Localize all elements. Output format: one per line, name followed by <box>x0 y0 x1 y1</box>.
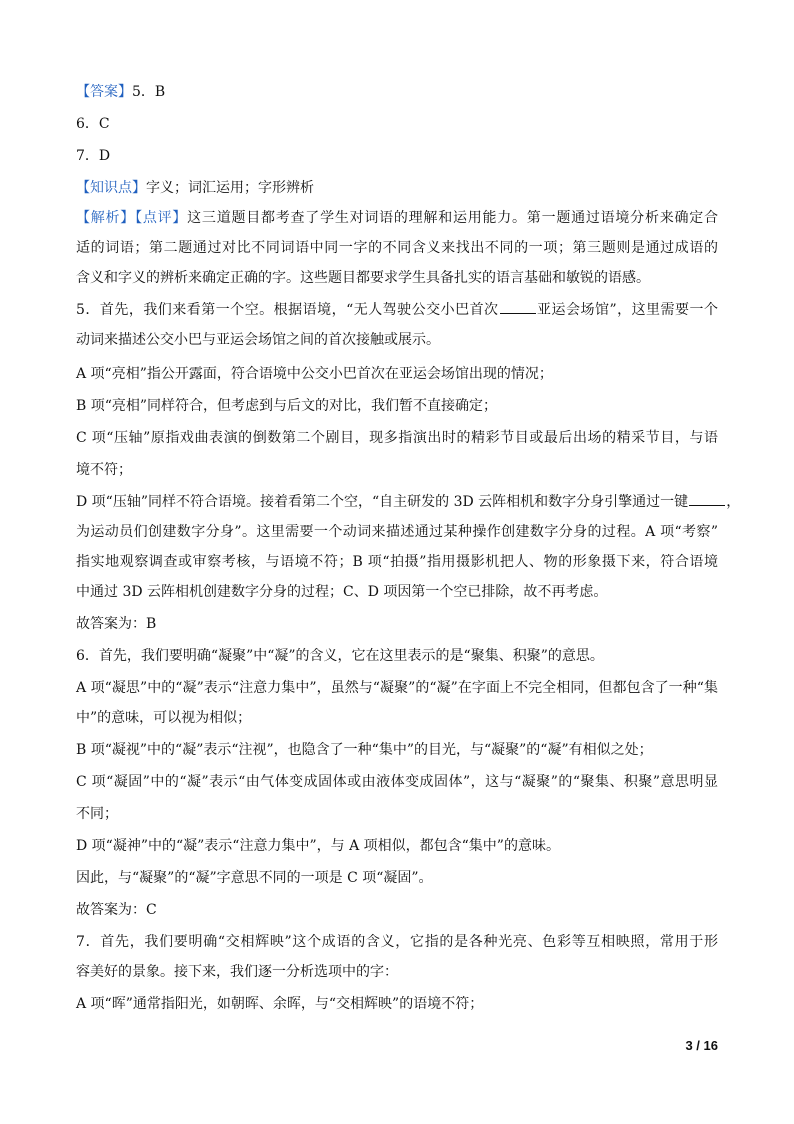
q6-line-8: 因此，与“凝聚”的“凝”字意思不同的一项是 C 项“凝固”。 <box>76 870 433 886</box>
fill-blank <box>500 301 536 314</box>
q6-line-3: 中”的意味，可以视为相似； <box>76 710 252 726</box>
q5-text-7a: D 项“压轴”同样不符合语境。接着看第二个空，“自主研发的 3D 云阵相机和数字分身引擎通过一键 <box>76 494 689 510</box>
answer-7: 7．D <box>76 148 111 164</box>
q6-line-6: 不同； <box>76 806 118 822</box>
answer-6: 6．C <box>76 116 110 132</box>
knowledge-text: 字义；词汇运用；字形辨析 <box>146 180 314 196</box>
q6-line-2: A 项“凝思”中的“凝”表示“注意力集中”，虽然与“凝聚”的“凝”在字面上不完全相同，但都包含了一种“集 <box>76 680 718 696</box>
q5-text-1a: 5．首先，我们来看第一个空。根据语境，“无人驾驶公交小巴首次 <box>76 302 499 318</box>
q5-text-7b: ， <box>726 494 741 510</box>
q5-line-4: B 项“亮相”同样符合，但考虑到与后文的对比，我们暂不直接确定； <box>76 398 498 414</box>
q6-line-7: D 项“凝神”中的“凝”表示“注意力集中”，与 A 项相似，都包含“集中”的意味。 <box>76 838 560 854</box>
analysis-line-2: 适的词语；第二题通过对比不同词语中同一字的不同含义来找出不同的一项；第三题则是通过成语的 <box>76 240 718 256</box>
answer-tag: 【答案】 <box>76 84 132 100</box>
q7-line-3: A 项“晖”通常指阳光，如朝晖、余晖，与“交相辉映”的语境不符； <box>76 996 484 1012</box>
q5-line-6: 境不符； <box>76 462 132 478</box>
answer-line-7 <box>76 146 718 166</box>
q5-text-1b: 亚运会场馆”，这里需要一个 <box>536 302 718 318</box>
answer-line-5 <box>76 82 718 102</box>
analysis-tag: 【解析】 <box>76 210 136 226</box>
q7-line-2: 容美好的景象。接下来，我们逐一分析选项中的字： <box>76 964 398 980</box>
analysis-line-1 <box>76 208 718 228</box>
answer-5: 5．B <box>132 84 166 100</box>
page-number: 3 / 16 <box>685 1038 718 1053</box>
q5-line-3: A 项“亮相”指公开露面，符合语境中公交小巴首次在亚运会场馆出现的情况； <box>76 366 553 382</box>
q5-line-2: 动词来描述公交小巴与亚运会场馆之间的首次接触或展示。 <box>76 332 440 348</box>
analysis-text-1: 这三道题目都考查了学生对词语的理解和运用能力。第一题通过语境分析来确定合 <box>187 210 719 226</box>
q5-line-10: 中通过 3D 云阵相机创建数字分身的过程；C、D 项因第一个空已排除，故不再考虑。 <box>76 584 608 600</box>
q5-line-5: C 项“压轴”原指戏曲表演的倒数第二个剧目，现多指演出时的精彩节目或最后出场的精采节目，与语 <box>76 430 718 446</box>
q6-line-5: C 项“凝固”中的“凝”表示“由气体变成固体或由液体变成固体”，这与“凝聚”的“聚集、积聚”意思明显 <box>76 774 718 790</box>
knowledge-tag: 【知识点】 <box>76 180 146 196</box>
q6-line-1: 6．首先，我们要明确“凝聚”中“凝”的含义，它在这里表示的是“聚集、积聚”的意思。 <box>76 648 604 664</box>
q6-line-4: B 项“凝视”中的“凝”表示“注视”，也隐含了一种“集中”的目光，与“凝聚”的“凝”有相似之处； <box>76 742 653 758</box>
q7-line-1: 7．首先，我们要明确“交相辉映”这个成语的含义，它指的是各种光亮、色彩等互相映照，常用于形 <box>76 934 718 950</box>
q5-line-7 <box>76 492 741 512</box>
analysis-line-3: 含义和字义的辨析来确定正确的字。这些题目都要求学生具备扎实的语言基础和敏锐的语感。 <box>76 270 650 286</box>
q6-answer: 故答案为：C <box>76 902 157 918</box>
answer-line-6 <box>76 114 718 134</box>
q5-line-8: 为运动员们创建数字分身”。这里需要一个动词来描述通过某种操作创建数字分身的过程。A 项“考察” <box>76 524 718 540</box>
q5-line-9: 指实地观察调查或审察考核，与语境不符；B 项“拍摄”指用摄影机把人、物的形象摄下来，符合语境 <box>76 554 718 570</box>
comment-tag: 【点评】 <box>135 210 188 226</box>
fill-blank <box>689 493 725 506</box>
q5-answer: 故答案为：B <box>76 616 157 632</box>
knowledge-line <box>76 178 718 198</box>
q5-line-1 <box>76 300 718 320</box>
